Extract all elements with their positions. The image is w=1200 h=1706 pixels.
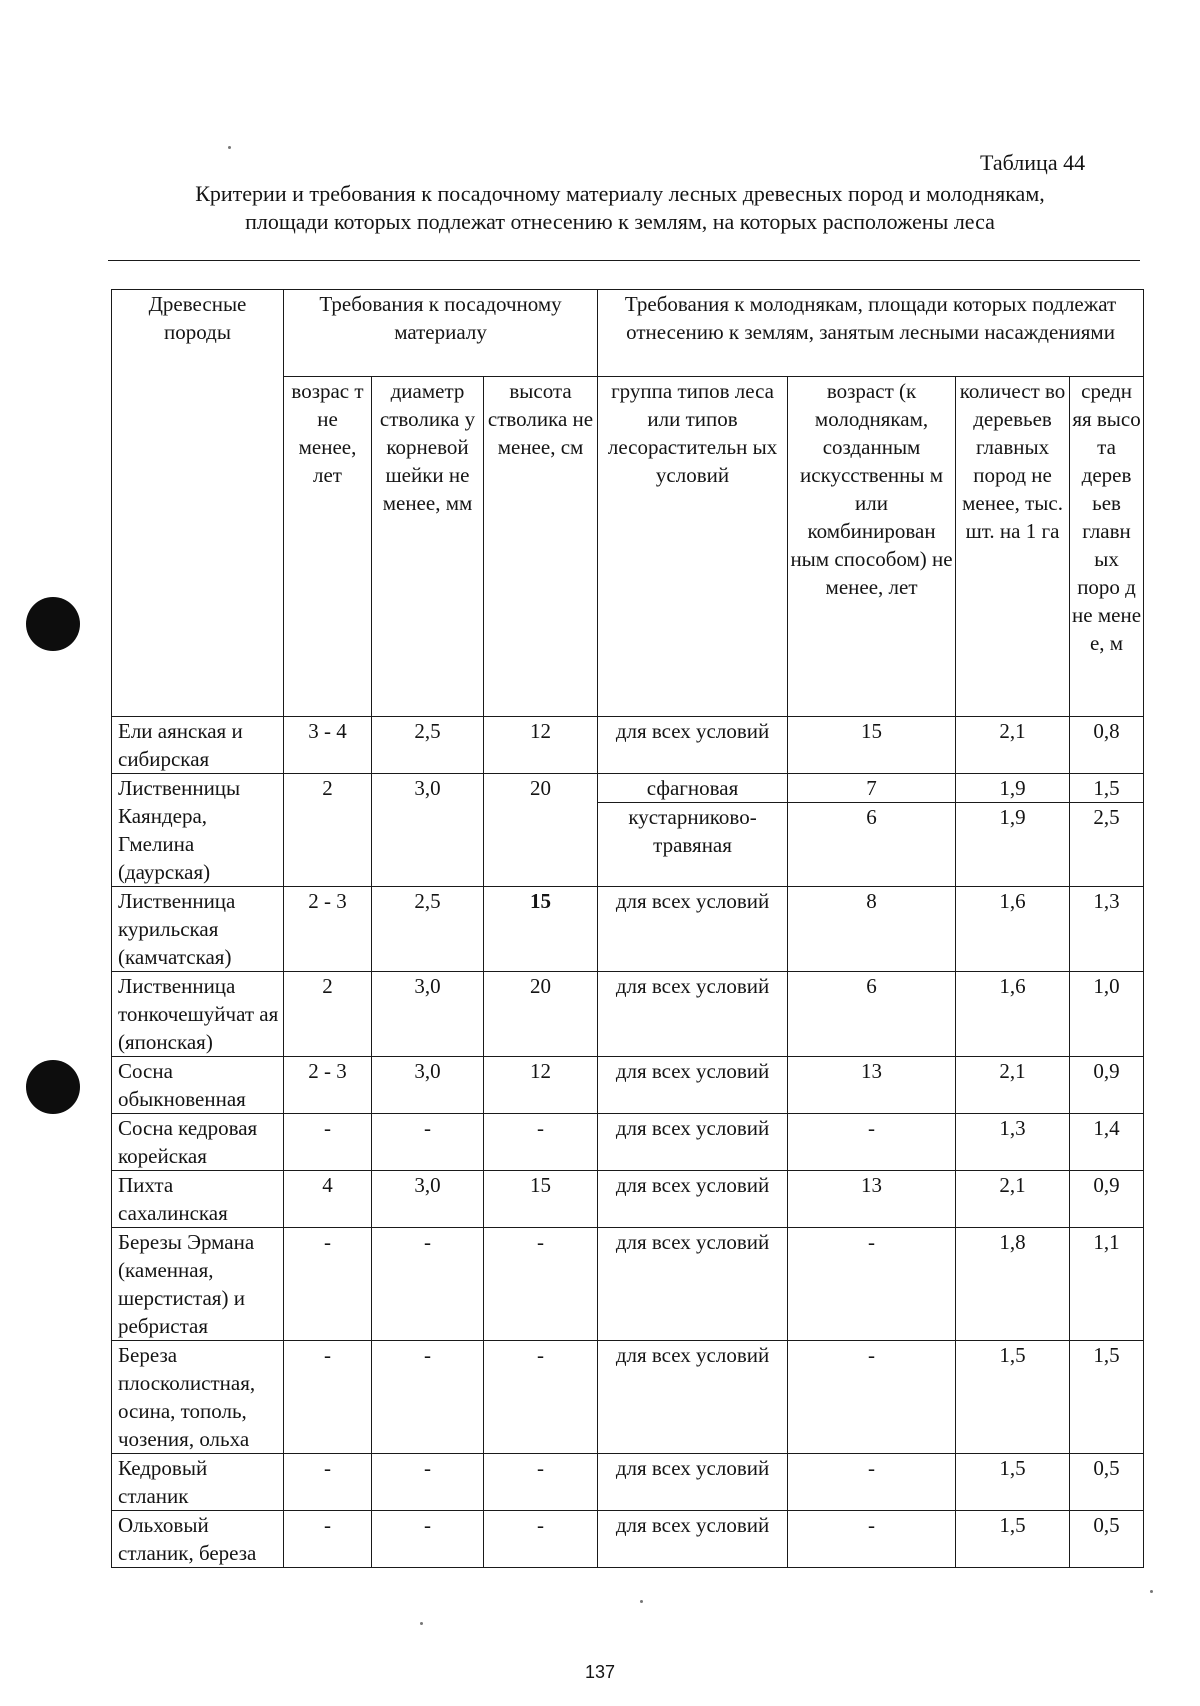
height-cell: - (484, 1341, 598, 1454)
young-age-subcell: 6 (866, 805, 877, 829)
avg-height-cell: 0,8 (1070, 717, 1144, 774)
table-row (112, 1228, 1144, 1341)
forest-type-cell: для всех условий (598, 1511, 788, 1568)
caption-line: Критерии и требования к посадочному материалу лесных древесных пород и молоднякам, (195, 181, 1045, 206)
age-cell: 4 (284, 1171, 372, 1228)
age-cell: 3 - 4 (284, 717, 372, 774)
forest-type-cell: для всех условий (598, 887, 788, 972)
species-cell: Ели аянская и сибирская (112, 717, 284, 774)
height-cell: 15 (484, 887, 598, 972)
young-age-subcell: 7 (788, 774, 955, 803)
forest-type-subcell: кустарниково-травяная (628, 805, 757, 857)
young-stand-header: Требования к молоднякам, площади которых подлежат отнесению к землям, занятым лесными насаждениями (598, 290, 1144, 377)
diameter-header: диаметр стволика у корневой шейки не менее, мм (372, 377, 484, 717)
height-cell: - (484, 1454, 598, 1511)
height-cell: - (484, 1114, 598, 1171)
height-cell: 12 (484, 717, 598, 774)
forest-type-cell: для всех условий (598, 1341, 788, 1454)
age-cell: - (284, 1454, 372, 1511)
forest-type-cell (598, 774, 788, 887)
forest-type-cell: для всех условий (598, 972, 788, 1057)
tree-count-cell: 1,3 (956, 1114, 1070, 1171)
species-cell: Сосна кедровая корейская (112, 1114, 284, 1171)
height-cell: - (484, 1511, 598, 1568)
forest-type-header: группа типов леса или типов лесорастительн ых условий (598, 377, 788, 717)
height-cell: 12 (484, 1057, 598, 1114)
diameter-cell: 2,5 (372, 717, 484, 774)
forest-type-cell: для всех условий (598, 1171, 788, 1228)
diameter-cell: - (372, 1228, 484, 1341)
young-age-cell: 6 (788, 972, 956, 1057)
age-cell: - (284, 1114, 372, 1171)
tree-count-cell: 2,1 (956, 717, 1070, 774)
age-cell: 2 - 3 (284, 1057, 372, 1114)
height-cell: 20 (484, 972, 598, 1057)
height-cell: - (484, 1228, 598, 1341)
caption-line: площади которых подлежат отнесению к землям, на которых расположены леса (245, 209, 995, 234)
species-cell: Лиственница тонкочешуйчат ая (японская) (112, 972, 284, 1057)
young-age-cell: - (788, 1511, 956, 1568)
species-cell: Лиственница курильская (камчатская) (112, 887, 284, 972)
punch-hole (26, 597, 80, 651)
species-cell: Кедровый стланик (112, 1454, 284, 1511)
forest-type-cell: для всех условий (598, 1114, 788, 1171)
young-age-cell: - (788, 1341, 956, 1454)
avg-height-cell: 0,5 (1070, 1454, 1144, 1511)
avg-height-cell: 0,9 (1070, 1057, 1144, 1114)
height-cell: 15 (484, 1171, 598, 1228)
table-number: Таблица 44 (980, 150, 1086, 175)
table-row (112, 1114, 1144, 1171)
diameter-cell: - (372, 1114, 484, 1171)
young-age-header: возраст (к молоднякам, созданным искусственны м или комбинирован ным способом) не менее, лет (788, 377, 956, 717)
diameter-cell: - (372, 1511, 484, 1568)
avg-height-subcell: 1,5 (1070, 774, 1143, 803)
avg-height-cell: 0,5 (1070, 1511, 1144, 1568)
planting-material-header: Требования к посадочному материалу (284, 290, 598, 377)
caption-rule (108, 260, 1140, 261)
height-header: высота стволика не менее, см (484, 377, 598, 717)
table-row (112, 1171, 1144, 1228)
tree-count-cell (956, 774, 1070, 887)
species-cell: Березы Эрмана (каменная, шерстистая) и ребристая (112, 1228, 284, 1341)
table-row (112, 717, 1144, 774)
tree-count-subcell: 1,9 (999, 805, 1026, 829)
avg-height-header: средн яя высо та дерев ьев главн ых поро д не мене е, м (1070, 377, 1144, 717)
young-age-cell: - (788, 1454, 956, 1511)
header-row (112, 290, 1144, 377)
diameter-cell: 3,0 (372, 1171, 484, 1228)
scan-speck (228, 146, 231, 149)
scan-speck (640, 1600, 643, 1603)
table-row (112, 887, 1144, 972)
diameter-cell: - (372, 1341, 484, 1454)
tree-count-cell: 1,8 (956, 1228, 1070, 1341)
table-row (112, 1057, 1144, 1114)
tree-count-cell: 1,5 (956, 1341, 1070, 1454)
forest-type-cell: для всех условий (598, 1057, 788, 1114)
young-age-cell: 8 (788, 887, 956, 972)
species-cell: Пихта сахалинская (112, 1171, 284, 1228)
diameter-cell: - (372, 1454, 484, 1511)
young-age-cell (788, 774, 956, 887)
young-age-cell: 13 (788, 1171, 956, 1228)
scan-speck (1150, 1590, 1153, 1593)
avg-height-cell (1070, 774, 1144, 887)
avg-height-cell: 1,0 (1070, 972, 1144, 1057)
tree-count-cell: 2,1 (956, 1171, 1070, 1228)
diameter-cell: 2,5 (372, 887, 484, 972)
forest-type-subcell: сфагновая (598, 774, 787, 803)
diameter-cell: 3,0 (372, 774, 484, 887)
tree-count-header: количест во деревьев главных пород не менее, тыс. шт. на 1 га (956, 377, 1070, 717)
age-cell: 2 (284, 774, 372, 887)
tree-count-cell: 1,5 (956, 1454, 1070, 1511)
age-cell: - (284, 1341, 372, 1454)
requirements-table (111, 289, 1144, 1568)
diameter-cell: 3,0 (372, 972, 484, 1057)
height-cell: 20 (484, 774, 598, 887)
species-cell: Лиственницы Каяндера, Гмелина (даурская) (112, 774, 284, 887)
age-header: возрас т не менее, лет (284, 377, 372, 717)
species-cell: Береза плосколистная, осина, тополь, чозения, ольха (112, 1341, 284, 1454)
avg-height-cell: 0,9 (1070, 1171, 1144, 1228)
tree-count-cell: 1,6 (956, 887, 1070, 972)
tree-count-cell: 1,5 (956, 1511, 1070, 1568)
age-cell: 2 - 3 (284, 887, 372, 972)
avg-height-subcell: 2,5 (1093, 805, 1120, 829)
species-cell: Ольховый стланик, береза (112, 1511, 284, 1568)
species-cell: Сосна обыкновенная (112, 1057, 284, 1114)
avg-height-cell: 1,3 (1070, 887, 1144, 972)
avg-height-cell: 1,5 (1070, 1341, 1144, 1454)
age-cell: - (284, 1228, 372, 1341)
table-row (112, 1341, 1144, 1454)
table-caption (110, 180, 1130, 236)
page-number: 137 (584, 1662, 616, 1682)
young-age-cell: - (788, 1114, 956, 1171)
scan-speck (420, 1622, 423, 1625)
forest-type-cell: для всех условий (598, 1228, 788, 1341)
tree-count-cell: 1,6 (956, 972, 1070, 1057)
avg-height-cell: 1,4 (1070, 1114, 1144, 1171)
forest-type-cell: для всех условий (598, 1454, 788, 1511)
avg-height-cell: 1,1 (1070, 1228, 1144, 1341)
table-row (112, 972, 1144, 1057)
age-cell: - (284, 1511, 372, 1568)
age-cell: 2 (284, 972, 372, 1057)
tree-count-cell: 2,1 (956, 1057, 1070, 1114)
diameter-cell: 3,0 (372, 1057, 484, 1114)
young-age-cell: 15 (788, 717, 956, 774)
tree-count-subcell: 1,9 (956, 774, 1069, 803)
forest-type-cell: для всех условий (598, 717, 788, 774)
species-header: Древесные породы (112, 290, 284, 717)
young-age-cell: - (788, 1228, 956, 1341)
young-age-cell: 13 (788, 1057, 956, 1114)
table-row (112, 1511, 1144, 1568)
table-row (112, 1454, 1144, 1511)
table-row (112, 774, 1144, 887)
punch-hole (26, 1060, 80, 1114)
